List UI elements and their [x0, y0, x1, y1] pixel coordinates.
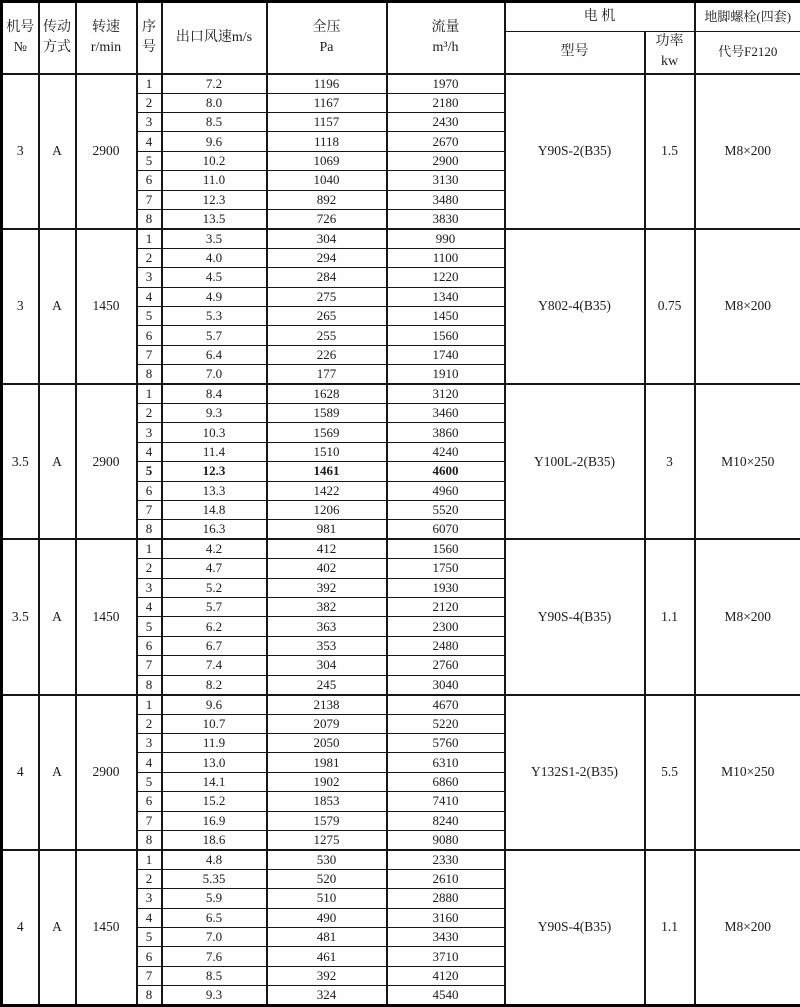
- outlet-speed-cell: 9.3: [162, 986, 267, 1006]
- flow-cell: 2760: [387, 656, 505, 675]
- seq-cell: 4: [137, 598, 162, 617]
- flow-cell: 3860: [387, 423, 505, 442]
- bolt-cell: M8×200: [695, 850, 800, 1006]
- seq-cell: 7: [137, 345, 162, 364]
- header-bolt-code: 代号F2120: [695, 32, 800, 74]
- outlet-speed-cell: 7.4: [162, 656, 267, 675]
- flow-cell: 2330: [387, 850, 505, 869]
- seq-cell: 6: [137, 636, 162, 655]
- outlet-speed-cell: 10.2: [162, 151, 267, 170]
- flow-cell: 1750: [387, 559, 505, 578]
- outlet-speed-cell: 12.3: [162, 462, 267, 481]
- table-body: [2, 74, 800, 1006]
- outlet-speed-cell: 4.8: [162, 850, 267, 869]
- seq-cell: 5: [137, 462, 162, 481]
- drive-cell: A: [39, 539, 76, 694]
- flow-cell: 8240: [387, 811, 505, 830]
- seq-cell: 1: [137, 384, 162, 403]
- flow-cell: 3160: [387, 908, 505, 927]
- flow-cell: 5520: [387, 501, 505, 520]
- pressure-cell: 1275: [267, 830, 387, 849]
- flow-cell: 2610: [387, 869, 505, 888]
- pressure-cell: 382: [267, 598, 387, 617]
- outlet-speed-cell: 16.3: [162, 520, 267, 539]
- pressure-cell: 2138: [267, 695, 387, 714]
- pressure-cell: 1579: [267, 811, 387, 830]
- header-machine-no: 机号 №: [2, 2, 39, 74]
- outlet-speed-cell: 8.0: [162, 93, 267, 112]
- outlet-speed-cell: 9.6: [162, 132, 267, 151]
- pressure-cell: 1981: [267, 753, 387, 772]
- motor-model-cell: Y90S-2(B35): [505, 74, 645, 229]
- pressure-cell: 1040: [267, 171, 387, 190]
- flow-cell: 1930: [387, 578, 505, 597]
- table-row: [2, 539, 800, 558]
- seq-cell: 3: [137, 578, 162, 597]
- table-row: [2, 229, 800, 248]
- header-flow: 流量 m³/h: [387, 2, 505, 74]
- outlet-speed-cell: 5.2: [162, 578, 267, 597]
- flow-cell: 4960: [387, 481, 505, 500]
- pressure-cell: 284: [267, 268, 387, 287]
- motor-model-cell: Y132S1-2(B35): [505, 695, 645, 850]
- pressure-cell: 1853: [267, 792, 387, 811]
- outlet-speed-cell: 7.2: [162, 74, 267, 93]
- seq-cell: 2: [137, 869, 162, 888]
- outlet-speed-cell: 4.9: [162, 287, 267, 306]
- outlet-speed-cell: 6.7: [162, 636, 267, 655]
- outlet-speed-cell: 4.2: [162, 539, 267, 558]
- rpm-cell: 2900: [76, 384, 137, 539]
- pressure-cell: 402: [267, 559, 387, 578]
- seq-cell: 6: [137, 171, 162, 190]
- flow-cell: 1450: [387, 306, 505, 325]
- outlet-speed-cell: 5.7: [162, 326, 267, 345]
- pressure-cell: 530: [267, 850, 387, 869]
- outlet-speed-cell: 8.5: [162, 112, 267, 131]
- seq-cell: 1: [137, 74, 162, 93]
- seq-cell: 7: [137, 811, 162, 830]
- outlet-speed-cell: 6.5: [162, 908, 267, 927]
- flow-cell: 3120: [387, 384, 505, 403]
- seq-cell: 1: [137, 539, 162, 558]
- pressure-cell: 1167: [267, 93, 387, 112]
- outlet-speed-cell: 9.6: [162, 695, 267, 714]
- pressure-cell: 245: [267, 675, 387, 694]
- pressure-cell: 304: [267, 229, 387, 248]
- seq-cell: 8: [137, 365, 162, 384]
- outlet-speed-cell: 10.7: [162, 714, 267, 733]
- flow-cell: 2300: [387, 617, 505, 636]
- pressure-cell: 177: [267, 365, 387, 384]
- seq-cell: 2: [137, 248, 162, 267]
- outlet-speed-cell: 11.4: [162, 442, 267, 461]
- seq-cell: 8: [137, 830, 162, 849]
- outlet-speed-cell: 16.9: [162, 811, 267, 830]
- pressure-cell: 1206: [267, 501, 387, 520]
- pressure-cell: 1628: [267, 384, 387, 403]
- bolt-cell: M8×200: [695, 539, 800, 694]
- outlet-speed-cell: 13.3: [162, 481, 267, 500]
- seq-cell: 8: [137, 209, 162, 228]
- flow-cell: 4670: [387, 695, 505, 714]
- outlet-speed-cell: 14.1: [162, 772, 267, 791]
- motor-model-cell: Y90S-4(B35): [505, 539, 645, 694]
- outlet-speed-cell: 5.3: [162, 306, 267, 325]
- machine-no-cell: 4: [2, 850, 39, 1006]
- header-seq: 序 号: [137, 2, 162, 74]
- seq-cell: 6: [137, 792, 162, 811]
- outlet-speed-cell: 10.3: [162, 423, 267, 442]
- motor-model-cell: Y100L-2(B35): [505, 384, 645, 539]
- pressure-cell: 304: [267, 656, 387, 675]
- pressure-cell: 481: [267, 927, 387, 946]
- pressure-cell: 324: [267, 986, 387, 1006]
- pressure-cell: 265: [267, 306, 387, 325]
- flow-cell: 3480: [387, 190, 505, 209]
- outlet-speed-cell: 8.2: [162, 675, 267, 694]
- seq-cell: 4: [137, 132, 162, 151]
- seq-cell: 6: [137, 326, 162, 345]
- pressure-cell: 1196: [267, 74, 387, 93]
- outlet-speed-cell: 11.9: [162, 733, 267, 752]
- outlet-speed-cell: 8.4: [162, 384, 267, 403]
- power-cell: 3: [645, 384, 695, 539]
- pressure-cell: 1069: [267, 151, 387, 170]
- flow-cell: 4600: [387, 462, 505, 481]
- flow-cell: 1740: [387, 345, 505, 364]
- pressure-cell: 520: [267, 869, 387, 888]
- pressure-cell: 363: [267, 617, 387, 636]
- outlet-speed-cell: 5.9: [162, 889, 267, 908]
- drive-cell: A: [39, 384, 76, 539]
- flow-cell: 2900: [387, 151, 505, 170]
- seq-cell: 7: [137, 966, 162, 985]
- power-cell: 1.5: [645, 74, 695, 229]
- motor-model-cell: Y90S-4(B35): [505, 850, 645, 1006]
- pressure-cell: 392: [267, 578, 387, 597]
- flow-cell: 6070: [387, 520, 505, 539]
- pressure-cell: 1589: [267, 404, 387, 423]
- table-row: [2, 74, 800, 93]
- power-cell: 1.1: [645, 539, 695, 694]
- seq-cell: 6: [137, 481, 162, 500]
- seq-cell: 6: [137, 947, 162, 966]
- outlet-speed-cell: 9.3: [162, 404, 267, 423]
- rpm-cell: 2900: [76, 695, 137, 850]
- flow-cell: 1560: [387, 326, 505, 345]
- outlet-speed-cell: 7.6: [162, 947, 267, 966]
- seq-cell: 3: [137, 112, 162, 131]
- flow-cell: 6310: [387, 753, 505, 772]
- seq-cell: 4: [137, 753, 162, 772]
- pressure-cell: 255: [267, 326, 387, 345]
- flow-cell: 5760: [387, 733, 505, 752]
- pressure-cell: 1902: [267, 772, 387, 791]
- flow-cell: 2670: [387, 132, 505, 151]
- header-power: 功率 kw: [645, 32, 695, 74]
- seq-cell: 2: [137, 559, 162, 578]
- outlet-speed-cell: 18.6: [162, 830, 267, 849]
- seq-cell: 5: [137, 927, 162, 946]
- flow-cell: 4240: [387, 442, 505, 461]
- rpm-cell: 1450: [76, 850, 137, 1006]
- pressure-cell: 510: [267, 889, 387, 908]
- flow-cell: 7410: [387, 792, 505, 811]
- seq-cell: 4: [137, 442, 162, 461]
- header-motor-group: 电 机: [505, 2, 695, 32]
- flow-cell: 4540: [387, 986, 505, 1006]
- pressure-cell: 294: [267, 248, 387, 267]
- seq-cell: 2: [137, 404, 162, 423]
- bolt-cell: M10×250: [695, 695, 800, 850]
- pressure-cell: 2079: [267, 714, 387, 733]
- machine-no-cell: 3.5: [2, 384, 39, 539]
- flow-cell: 3710: [387, 947, 505, 966]
- flow-cell: 4120: [387, 966, 505, 985]
- seq-cell: 5: [137, 617, 162, 636]
- bolt-cell: M8×200: [695, 74, 800, 229]
- outlet-speed-cell: 7.0: [162, 927, 267, 946]
- power-cell: 5.5: [645, 695, 695, 850]
- table-header: [2, 2, 800, 74]
- outlet-speed-cell: 4.5: [162, 268, 267, 287]
- machine-no-cell: 3: [2, 229, 39, 384]
- flow-cell: 3430: [387, 927, 505, 946]
- pressure-cell: 392: [267, 966, 387, 985]
- machine-no-cell: 3: [2, 74, 39, 229]
- seq-cell: 1: [137, 229, 162, 248]
- flow-cell: 2480: [387, 636, 505, 655]
- outlet-speed-cell: 7.0: [162, 365, 267, 384]
- rpm-cell: 1450: [76, 539, 137, 694]
- seq-cell: 3: [137, 889, 162, 908]
- outlet-speed-cell: 14.8: [162, 501, 267, 520]
- pressure-cell: 1157: [267, 112, 387, 131]
- seq-cell: 2: [137, 714, 162, 733]
- pressure-cell: 353: [267, 636, 387, 655]
- pressure-cell: 1118: [267, 132, 387, 151]
- pressure-cell: 1461: [267, 462, 387, 481]
- flow-cell: 3830: [387, 209, 505, 228]
- seq-cell: 5: [137, 151, 162, 170]
- outlet-speed-cell: 5.35: [162, 869, 267, 888]
- header-rpm: 转速 r/min: [76, 2, 137, 74]
- pressure-cell: 892: [267, 190, 387, 209]
- header-total-pressure: 全压 Pa: [267, 2, 387, 74]
- flow-cell: 1560: [387, 539, 505, 558]
- seq-cell: 3: [137, 423, 162, 442]
- seq-cell: 5: [137, 306, 162, 325]
- drive-cell: A: [39, 850, 76, 1006]
- power-cell: 1.1: [645, 850, 695, 1006]
- outlet-speed-cell: 8.5: [162, 966, 267, 985]
- flow-cell: 3460: [387, 404, 505, 423]
- flow-cell: 2880: [387, 889, 505, 908]
- bolt-cell: M10×250: [695, 384, 800, 539]
- seq-cell: 8: [137, 675, 162, 694]
- seq-cell: 7: [137, 501, 162, 520]
- outlet-speed-cell: 15.2: [162, 792, 267, 811]
- seq-cell: 4: [137, 287, 162, 306]
- drive-cell: A: [39, 229, 76, 384]
- flow-cell: 1220: [387, 268, 505, 287]
- outlet-speed-cell: 12.3: [162, 190, 267, 209]
- pressure-cell: 981: [267, 520, 387, 539]
- outlet-speed-cell: 6.4: [162, 345, 267, 364]
- pressure-cell: 1422: [267, 481, 387, 500]
- header-motor-model: 型号: [505, 32, 645, 74]
- seq-cell: 1: [137, 850, 162, 869]
- table-row: [2, 384, 800, 403]
- flow-cell: 1970: [387, 74, 505, 93]
- seq-cell: 7: [137, 190, 162, 209]
- machine-no-cell: 3.5: [2, 539, 39, 694]
- flow-cell: 2430: [387, 112, 505, 131]
- seq-cell: 4: [137, 908, 162, 927]
- pressure-cell: 2050: [267, 733, 387, 752]
- pressure-cell: 461: [267, 947, 387, 966]
- outlet-speed-cell: 6.2: [162, 617, 267, 636]
- flow-cell: 1100: [387, 248, 505, 267]
- seq-cell: 8: [137, 520, 162, 539]
- rpm-cell: 1450: [76, 229, 137, 384]
- drive-cell: A: [39, 695, 76, 850]
- outlet-speed-cell: 13.5: [162, 209, 267, 228]
- flow-cell: 1910: [387, 365, 505, 384]
- flow-cell: 1340: [387, 287, 505, 306]
- outlet-speed-cell: 4.0: [162, 248, 267, 267]
- flow-cell: 9080: [387, 830, 505, 849]
- flow-cell: 5220: [387, 714, 505, 733]
- flow-cell: 990: [387, 229, 505, 248]
- drive-cell: A: [39, 74, 76, 229]
- rpm-cell: 2900: [76, 74, 137, 229]
- flow-cell: 6860: [387, 772, 505, 791]
- outlet-speed-cell: 13.0: [162, 753, 267, 772]
- outlet-speed-cell: 3.5: [162, 229, 267, 248]
- pressure-cell: 1569: [267, 423, 387, 442]
- pressure-cell: 726: [267, 209, 387, 228]
- power-cell: 0.75: [645, 229, 695, 384]
- flow-cell: 3040: [387, 675, 505, 694]
- table-row: [2, 695, 800, 714]
- outlet-speed-cell: 4.7: [162, 559, 267, 578]
- header-drive-mode: 传动 方式: [39, 2, 76, 74]
- seq-cell: 3: [137, 733, 162, 752]
- pressure-cell: 1510: [267, 442, 387, 461]
- header-outlet-speed: 出口风速m/s: [162, 2, 267, 74]
- seq-cell: 3: [137, 268, 162, 287]
- pressure-cell: 490: [267, 908, 387, 927]
- header-anchor-bolt: 地脚螺栓(四套): [695, 2, 800, 32]
- seq-cell: 2: [137, 93, 162, 112]
- flow-cell: 3130: [387, 171, 505, 190]
- machine-no-cell: 4: [2, 695, 39, 850]
- outlet-speed-cell: 11.0: [162, 171, 267, 190]
- seq-cell: 1: [137, 695, 162, 714]
- outlet-speed-cell: 5.7: [162, 598, 267, 617]
- pressure-cell: 275: [267, 287, 387, 306]
- pressure-cell: 412: [267, 539, 387, 558]
- seq-cell: 8: [137, 986, 162, 1006]
- pressure-cell: 226: [267, 345, 387, 364]
- flow-cell: 2180: [387, 93, 505, 112]
- flow-cell: 2120: [387, 598, 505, 617]
- table-row: [2, 850, 800, 869]
- seq-cell: 5: [137, 772, 162, 791]
- bolt-cell: M8×200: [695, 229, 800, 384]
- seq-cell: 7: [137, 656, 162, 675]
- motor-model-cell: Y802-4(B35): [505, 229, 645, 384]
